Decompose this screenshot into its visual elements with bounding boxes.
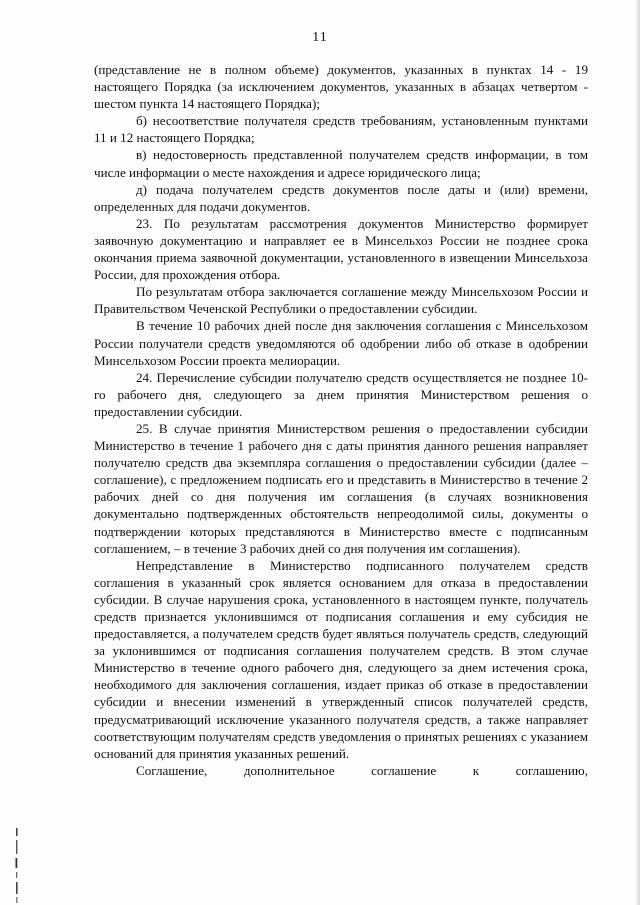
page-number: 11 <box>312 30 328 45</box>
document-body <box>94 61 588 779</box>
paragraph-item-b: б) несоответствие получателя средств требованиям, установленным пунктами 11 и 12 настоящего Порядка; <box>94 113 588 146</box>
paragraph-clause-25: 25. В случае принятия Министерством решения о предоставлении субсидии Министерство в течение 1 рабочего дня с даты принятия данного решения направляет получателю средств два экземпляра соглашения о предоставлении субсидии (далее – соглашение), с предложением подписать его и представить в Министерство в течение 2 рабочих дней со дня получения им соглашения (в случаях возникновения документально подтвержденных обстоятельств непреодолимой силы, документы о подтверждении которых представляются в Министерство вместе с подписанным соглашением, – в течение 3 рабочих дней со дня получения им соглашения). <box>94 420 588 556</box>
paragraph-agreement: Соглашение, дополнительное соглашение к соглашению, <box>136 762 588 778</box>
paragraph-clause-24: 24. Перечисление субсидии получателю средств осуществляется не позднее 10-го рабочего дня, следующего за днем принятия Министерством решения о предоставлении субсидии. <box>94 369 588 419</box>
paragraph-selection-result: По результатам отбора заключается соглашение между Минсельхозом России и Правительством Чеченской Республики о предоставлении субсидии. <box>94 284 588 317</box>
paragraph-item-d: д) подача получателем средств документов после даты и (или) времени, определенных для подачи документов. <box>94 181 588 214</box>
paragraph-continuation: (представление не в полном объеме) документов, указанных в пунктах 14 - 19 настоящего Порядка (за исключением документов, указанных в абзацах четвертом - шестом пункта 14 настоящего Порядка); <box>94 62 588 112</box>
paragraph-item-v: в) недостоверность представленной получателем средств информации, в том числе информации о месте нахождения и адресе юридического лица; <box>94 147 588 180</box>
paragraph-non-submission: Непредставление в Министерство подписанного получателем средств соглашения в указанный срок является основанием для отказа в предоставлении субсидии. В случае нарушения срока, установленного в настоящем пункте, получатель средств признается уклонившимся от подписания соглашения и ему субсидия не предоставляется, а получателем средств будет являться получатель средств, следующий за уклонившимся от подписания соглашения получателем средств. В этом случае Министерство в течение одного рабочего дня, следующего за днем истечения срока, необходимого для заключения соглашения, издает приказ об отказе в предоставлении субсидии и внесении изменений в утвержденный список получателей средств, предусматривающий исключение указанного получателя средств, а также направляет соответствующим получателям средств уведомления о принятых решениях с указанием оснований для принятия указанных решений. <box>94 557 588 761</box>
margin-scan-marks <box>14 828 20 905</box>
paragraph-clause-23: 23. По результатам рассмотрения документов Министерство формирует заявочную документацию и направляет ее в Минсельхоз России не позднее срока окончания приема заявочной документации, установленного в извещении Минсельхоза России, для прохождения отбора. <box>94 215 588 283</box>
paragraph-notification: В течение 10 рабочих дней после дня заключения соглашения с Минсельхозом России получатели средств уведомляются об одобрении либо об отказе в одобрении Минсельхозом России проекта мелиорации. <box>94 318 588 368</box>
scan-edge <box>636 0 640 905</box>
